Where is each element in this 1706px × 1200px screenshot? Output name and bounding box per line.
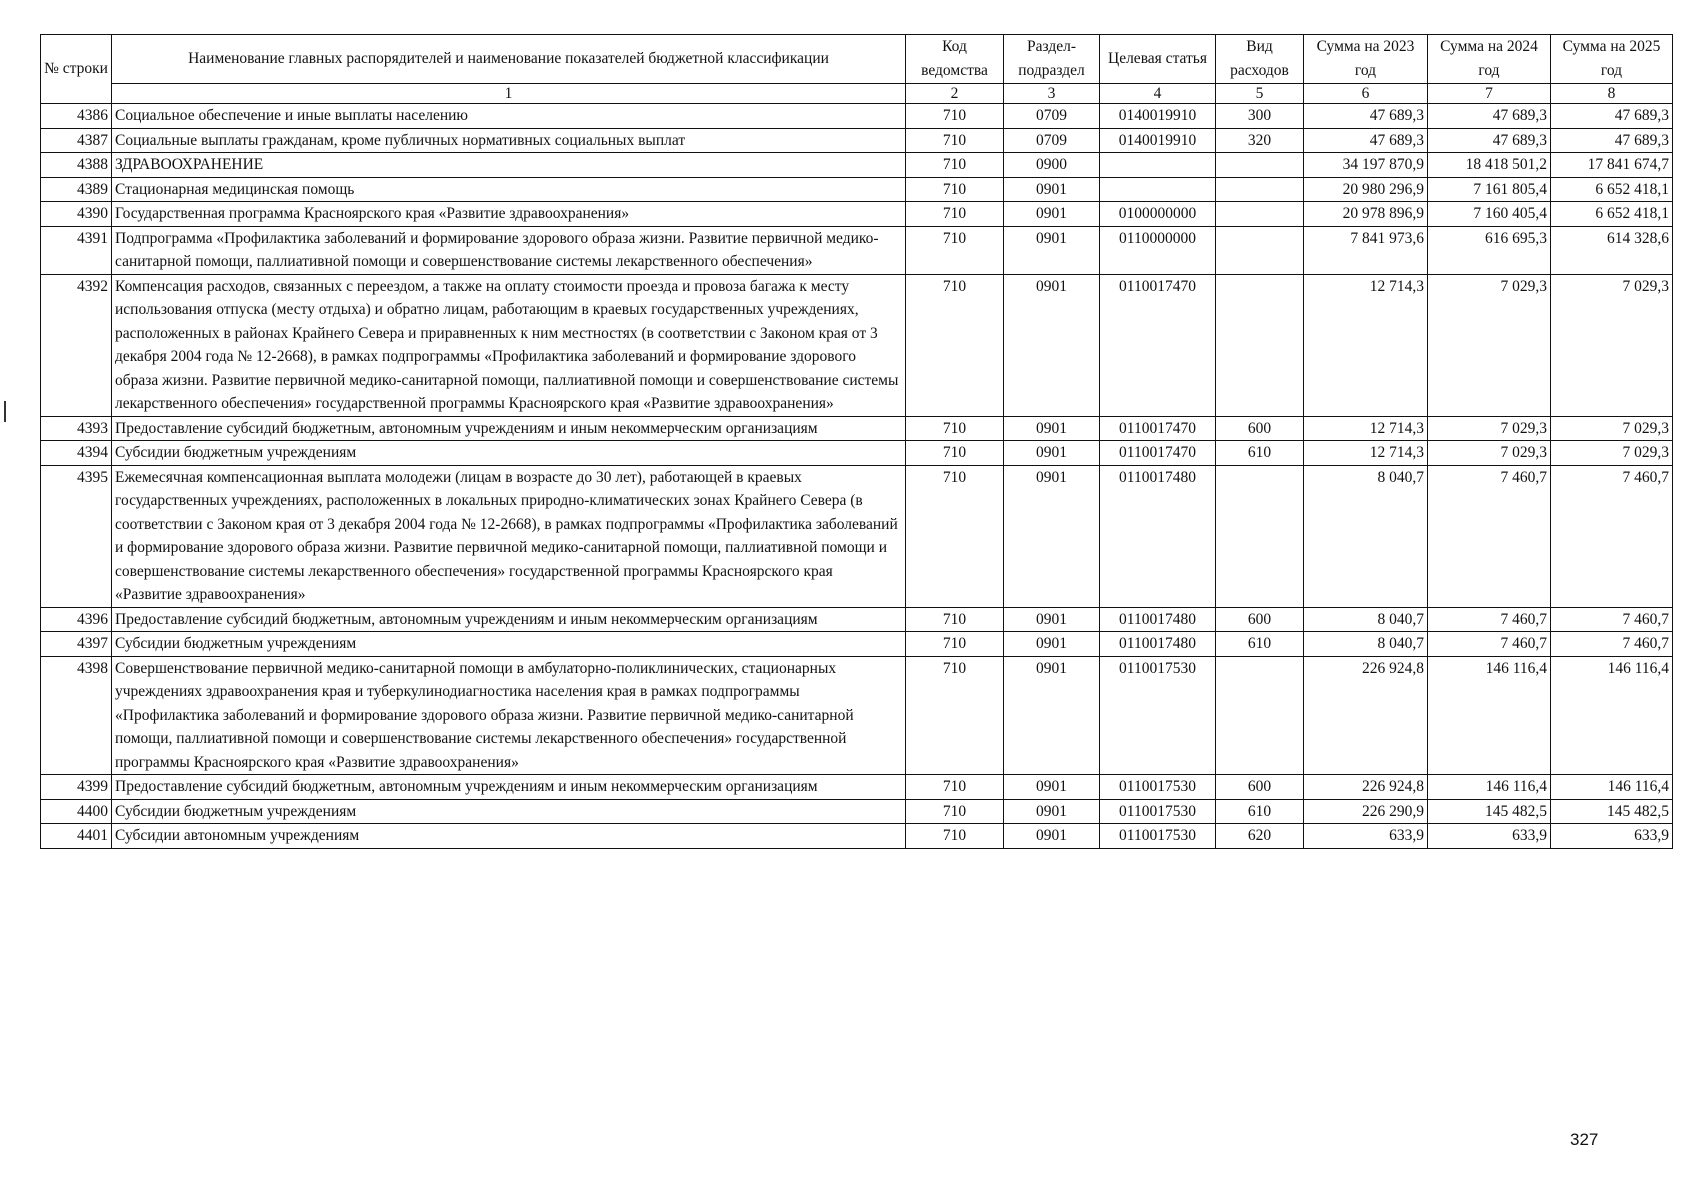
row-number: 4394 <box>41 441 112 466</box>
row-name: Подпрограмма «Профилактика заболеваний и формирование здорового образа жизни. Развитие первичной медико-санитарной помощи, паллиативной помощи и совершенствование системы лекарственного обеспечения» <box>112 226 906 274</box>
row-sum-2023: 8 040,7 <box>1304 607 1428 632</box>
row-sum-2025: 6 652 418,1 <box>1551 202 1673 227</box>
row-number: 4390 <box>41 202 112 227</box>
row-section-code: 0709 <box>1004 104 1100 129</box>
row-section-code: 0901 <box>1004 177 1100 202</box>
row-target-code: 0140019910 <box>1100 128 1216 153</box>
row-target-code <box>1100 153 1216 178</box>
header-dept: Код ведомства <box>906 35 1004 84</box>
row-target-code: 0110017480 <box>1100 607 1216 632</box>
row-name: Совершенствование первичной медико-санитарной помощи в амбулаторно-поликлинических, стационарных учреждениях здравоохранения края и туберкулинодиагностика населения края в рамках подпрограммы «Профилактика заболеваний и формирование здорового образа жизни. Развитие первичной медико-санитарной помощи, паллиативной помощи и совершенствование системы лекарственного обеспечения» государственной программы Красноярского края «Развитие здравоохранения» <box>112 656 906 775</box>
row-number: 4398 <box>41 656 112 775</box>
table-row <box>41 177 1673 202</box>
row-name: Стационарная медицинская помощь <box>112 177 906 202</box>
row-expense-type <box>1216 153 1304 178</box>
table-row <box>41 104 1673 129</box>
table-row <box>41 274 1673 416</box>
header-row <box>41 35 1673 84</box>
row-expense-type <box>1216 274 1304 416</box>
row-section-code: 0900 <box>1004 153 1100 178</box>
row-sum-2023: 34 197 870,9 <box>1304 153 1428 178</box>
row-section-code: 0901 <box>1004 202 1100 227</box>
row-dept-code: 710 <box>906 656 1004 775</box>
row-sum-2023: 20 980 296,9 <box>1304 177 1428 202</box>
row-expense-type <box>1216 177 1304 202</box>
row-number: 4387 <box>41 128 112 153</box>
row-name: Предоставление субсидий бюджетным, автономным учреждениям и иным некоммерческим организациям <box>112 607 906 632</box>
row-target-code: 0110017530 <box>1100 824 1216 849</box>
row-number: 4400 <box>41 799 112 824</box>
row-section-code: 0901 <box>1004 416 1100 441</box>
header-no: № строки <box>41 35 112 104</box>
row-sum-2024: 7 160 405,4 <box>1428 202 1551 227</box>
row-sum-2024: 633,9 <box>1428 824 1551 849</box>
row-sum-2023: 12 714,3 <box>1304 274 1428 416</box>
column-number-row <box>41 84 1673 104</box>
row-sum-2025: 47 689,3 <box>1551 128 1673 153</box>
table-row <box>41 824 1673 849</box>
table-row <box>41 656 1673 775</box>
header-sum2024: Сумма на 2024 год <box>1428 35 1551 84</box>
row-sum-2023: 12 714,3 <box>1304 416 1428 441</box>
row-name: Предоставление субсидий бюджетным, автономным учреждениям и иным некоммерческим организациям <box>112 775 906 800</box>
row-dept-code: 710 <box>906 416 1004 441</box>
row-sum-2024: 47 689,3 <box>1428 128 1551 153</box>
header-sum2023: Сумма на 2023 год <box>1304 35 1428 84</box>
row-section-code: 0901 <box>1004 775 1100 800</box>
header-target: Целевая статья <box>1100 35 1216 84</box>
header-section: Раздел-подраздел <box>1004 35 1100 84</box>
row-sum-2023: 633,9 <box>1304 824 1428 849</box>
table-row <box>41 226 1673 274</box>
row-sum-2025: 146 116,4 <box>1551 656 1673 775</box>
column-number: 4 <box>1100 84 1216 104</box>
row-sum-2023: 47 689,3 <box>1304 104 1428 129</box>
column-number: 1 <box>112 84 906 104</box>
row-sum-2023: 8 040,7 <box>1304 465 1428 607</box>
row-dept-code: 710 <box>906 128 1004 153</box>
row-dept-code: 710 <box>906 177 1004 202</box>
row-target-code: 0110017480 <box>1100 632 1216 657</box>
column-number: 6 <box>1304 84 1428 104</box>
row-expense-type <box>1216 226 1304 274</box>
row-sum-2024: 616 695,3 <box>1428 226 1551 274</box>
row-name: ЗДРАВООХРАНЕНИЕ <box>112 153 906 178</box>
row-sum-2024: 7 460,7 <box>1428 607 1551 632</box>
row-name: Субсидии бюджетным учреждениям <box>112 799 906 824</box>
row-sum-2024: 7 029,3 <box>1428 441 1551 466</box>
row-sum-2023: 8 040,7 <box>1304 632 1428 657</box>
row-expense-type <box>1216 465 1304 607</box>
row-target-code: 0100000000 <box>1100 202 1216 227</box>
row-sum-2025: 7 029,3 <box>1551 441 1673 466</box>
row-sum-2023: 47 689,3 <box>1304 128 1428 153</box>
row-target-code: 0140019910 <box>1100 104 1216 129</box>
row-sum-2024: 7 460,7 <box>1428 465 1551 607</box>
row-expense-type <box>1216 202 1304 227</box>
row-target-code: 0110017470 <box>1100 416 1216 441</box>
header-name: Наименование главных распорядителей и наименование показателей бюджетной классификации <box>112 35 906 84</box>
row-section-code: 0901 <box>1004 465 1100 607</box>
row-sum-2024: 7 161 805,4 <box>1428 177 1551 202</box>
table-row <box>41 465 1673 607</box>
row-dept-code: 710 <box>906 775 1004 800</box>
row-dept-code: 710 <box>906 441 1004 466</box>
row-dept-code: 710 <box>906 632 1004 657</box>
row-target-code: 0110017530 <box>1100 799 1216 824</box>
row-section-code: 0901 <box>1004 441 1100 466</box>
row-name: Субсидии бюджетным учреждениям <box>112 632 906 657</box>
row-expense-type: 610 <box>1216 799 1304 824</box>
row-dept-code: 710 <box>906 226 1004 274</box>
row-sum-2025: 633,9 <box>1551 824 1673 849</box>
row-name: Социальные выплаты гражданам, кроме публичных нормативных социальных выплат <box>112 128 906 153</box>
row-sum-2025: 146 116,4 <box>1551 775 1673 800</box>
row-number: 4401 <box>41 824 112 849</box>
row-expense-type: 620 <box>1216 824 1304 849</box>
row-sum-2025: 6 652 418,1 <box>1551 177 1673 202</box>
row-sum-2025: 7 460,7 <box>1551 607 1673 632</box>
row-sum-2023: 7 841 973,6 <box>1304 226 1428 274</box>
table-row <box>41 416 1673 441</box>
row-target-code: 0110017470 <box>1100 441 1216 466</box>
row-sum-2025: 7 029,3 <box>1551 416 1673 441</box>
row-dept-code: 710 <box>906 824 1004 849</box>
table-body <box>41 104 1673 849</box>
row-target-code: 0110017530 <box>1100 656 1216 775</box>
row-sum-2024: 7 029,3 <box>1428 274 1551 416</box>
table-row <box>41 632 1673 657</box>
row-target-code: 0110000000 <box>1100 226 1216 274</box>
column-number: 8 <box>1551 84 1673 104</box>
row-name: Компенсация расходов, связанных с переездом, а также на оплату стоимости проезда и провоза багажа к месту использования отпуска (месту отдыха) и обратно лицам, работающим в краевых государственных учреждениях, расположенных в районах Крайнего Севера и приравненных к ним местностях (в соответствии с Законом края от 3 декабря 2004 года № 12-2668), в рамках подпрограммы «Профилактика заболеваний и формирование здорового образа жизни. Развитие первичной медико-санитарной помощи, паллиативной помощи и совершенствование системы лекарственного обеспечения» государственной программы Красноярского края «Развитие здравоохранения» <box>112 274 906 416</box>
row-sum-2023: 20 978 896,9 <box>1304 202 1428 227</box>
column-number: 7 <box>1428 84 1551 104</box>
row-sum-2024: 7 029,3 <box>1428 416 1551 441</box>
row-sum-2025: 7 460,7 <box>1551 465 1673 607</box>
row-sum-2025: 614 328,6 <box>1551 226 1673 274</box>
row-sum-2023: 226 924,8 <box>1304 656 1428 775</box>
row-expense-type: 600 <box>1216 775 1304 800</box>
page-number: 327 <box>1570 1130 1599 1149</box>
row-section-code: 0901 <box>1004 632 1100 657</box>
column-number: 2 <box>906 84 1004 104</box>
row-section-code: 0901 <box>1004 226 1100 274</box>
row-sum-2025: 7 460,7 <box>1551 632 1673 657</box>
row-number: 4389 <box>41 177 112 202</box>
row-sum-2025: 145 482,5 <box>1551 799 1673 824</box>
row-number: 4399 <box>41 775 112 800</box>
row-section-code: 0901 <box>1004 656 1100 775</box>
row-section-code: 0901 <box>1004 799 1100 824</box>
row-expense-type: 300 <box>1216 104 1304 129</box>
row-name: Субсидии бюджетным учреждениям <box>112 441 906 466</box>
row-sum-2023: 226 290,9 <box>1304 799 1428 824</box>
row-section-code: 0901 <box>1004 824 1100 849</box>
row-sum-2024: 47 689,3 <box>1428 104 1551 129</box>
row-dept-code: 710 <box>906 104 1004 129</box>
row-sum-2024: 145 482,5 <box>1428 799 1551 824</box>
row-expense-type: 600 <box>1216 416 1304 441</box>
row-number: 4391 <box>41 226 112 274</box>
row-name: Ежемесячная компенсационная выплата молодежи (лицам в возрасте до 30 лет), работающей в краевых государственных учреждениях, расположенных в локальных природно-климатических зонах Крайнего Севера (в соответствии с Законом края от 3 декабря 2004 года № 12-2668), в рамках подпрограммы «Профилактика заболеваний и формирование здорового образа жизни. Развитие первичной медико-санитарной помощи, паллиативной помощи и совершенствование системы лекарственного обеспечения» государственной программы Красноярского края «Развитие здравоохранения» <box>112 465 906 607</box>
row-expense-type: 320 <box>1216 128 1304 153</box>
row-section-code: 0901 <box>1004 607 1100 632</box>
row-number: 4392 <box>41 274 112 416</box>
row-target-code: 0110017470 <box>1100 274 1216 416</box>
row-sum-2023: 226 924,8 <box>1304 775 1428 800</box>
row-sum-2025: 7 029,3 <box>1551 274 1673 416</box>
row-sum-2025: 17 841 674,7 <box>1551 153 1673 178</box>
column-number: 3 <box>1004 84 1100 104</box>
row-sum-2024: 146 116,4 <box>1428 656 1551 775</box>
row-dept-code: 710 <box>906 799 1004 824</box>
row-target-code: 0110017480 <box>1100 465 1216 607</box>
row-dept-code: 710 <box>906 465 1004 607</box>
table-row <box>41 799 1673 824</box>
header-sum2025: Сумма на 2025 год <box>1551 35 1673 84</box>
row-sum-2024: 146 116,4 <box>1428 775 1551 800</box>
row-section-code: 0709 <box>1004 128 1100 153</box>
column-number: 5 <box>1216 84 1304 104</box>
header-type: Вид расходов <box>1216 35 1304 84</box>
table-row <box>41 441 1673 466</box>
margin-mark <box>4 401 6 422</box>
row-number: 4395 <box>41 465 112 607</box>
row-dept-code: 710 <box>906 274 1004 416</box>
row-dept-code: 710 <box>906 607 1004 632</box>
row-sum-2024: 7 460,7 <box>1428 632 1551 657</box>
row-name: Государственная программа Красноярского края «Развитие здравоохранения» <box>112 202 906 227</box>
row-expense-type: 610 <box>1216 632 1304 657</box>
row-number: 4386 <box>41 104 112 129</box>
table-row <box>41 202 1673 227</box>
row-expense-type: 600 <box>1216 607 1304 632</box>
row-sum-2024: 18 418 501,2 <box>1428 153 1551 178</box>
row-target-code: 0110017530 <box>1100 775 1216 800</box>
row-number: 4388 <box>41 153 112 178</box>
row-dept-code: 710 <box>906 202 1004 227</box>
row-number: 4397 <box>41 632 112 657</box>
table-row <box>41 775 1673 800</box>
row-sum-2023: 12 714,3 <box>1304 441 1428 466</box>
row-section-code: 0901 <box>1004 274 1100 416</box>
row-sum-2025: 47 689,3 <box>1551 104 1673 129</box>
table-row <box>41 153 1673 178</box>
table-row <box>41 128 1673 153</box>
row-name: Предоставление субсидий бюджетным, автономным учреждениям и иным некоммерческим организациям <box>112 416 906 441</box>
row-name: Субсидии автономным учреждениям <box>112 824 906 849</box>
row-name: Социальное обеспечение и иные выплаты населению <box>112 104 906 129</box>
table-row <box>41 607 1673 632</box>
row-dept-code: 710 <box>906 153 1004 178</box>
row-number: 4396 <box>41 607 112 632</box>
row-number: 4393 <box>41 416 112 441</box>
budget-table <box>40 34 1673 849</box>
row-target-code <box>1100 177 1216 202</box>
row-expense-type: 610 <box>1216 441 1304 466</box>
row-expense-type <box>1216 656 1304 775</box>
